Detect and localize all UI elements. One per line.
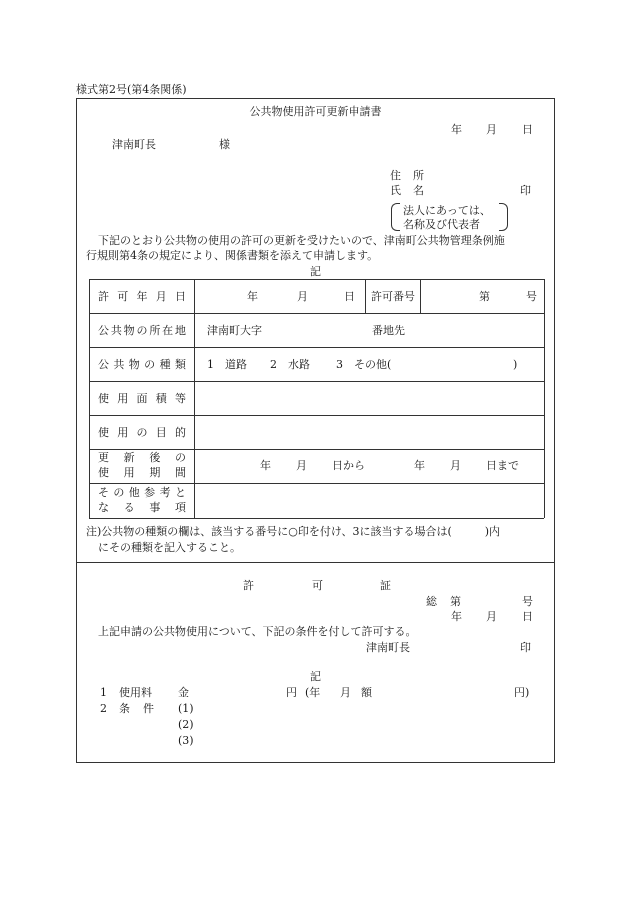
table-line-6 — [89, 483, 544, 484]
note-line-1: 注)公共物の種類の欄は、該当する番号に○印を付け、3に該当する場合は( )内 — [86, 525, 501, 538]
period-from-month: 月 — [296, 459, 307, 472]
period-to-month: 月 — [450, 459, 461, 472]
table-border-bottom — [89, 518, 544, 519]
permit-number-so: 総 — [426, 595, 437, 608]
permit-number-label: 許可番号 — [371, 290, 415, 303]
permit-seal: 印 — [520, 641, 531, 654]
other-label-line-2: な る 事 項 — [98, 501, 186, 514]
conditions-label-2: 件 — [143, 702, 154, 715]
conditions-label-1: 条 — [119, 702, 130, 715]
table-line-3 — [89, 381, 544, 382]
table-line-2 — [89, 347, 544, 348]
period-label-line-2: 使 用 期 間 — [98, 466, 186, 479]
condition-item-1: (1) — [178, 702, 194, 715]
fee-number: 1 — [100, 686, 107, 699]
form-label: 様式第2号(第4条関係) — [76, 83, 187, 96]
type-option-other-close: ) — [513, 358, 518, 371]
corporate-note-1: 法人にあっては、 — [403, 204, 491, 217]
table-border-right — [544, 279, 545, 518]
permit-title-2: 可 — [312, 579, 323, 592]
fee-en-close: 円) — [514, 686, 530, 699]
application-title: 公共物使用許可更新申請書 — [249, 105, 382, 118]
name-label-2: 名 — [413, 184, 424, 197]
address-label-1: 住 — [390, 169, 401, 182]
note-line-2: にその種類を記入すること。 — [98, 541, 241, 554]
fee-kin: 金 — [178, 686, 189, 699]
other-label-line-1: そ の 他 参 考 と — [98, 486, 186, 499]
period-from-day: 日から — [332, 459, 365, 472]
bracket-left — [391, 203, 400, 231]
condition-item-2: (2) — [178, 718, 194, 731]
applicant-seal: 印 — [520, 184, 531, 197]
period-label-line-1: 更 新 後 の — [98, 451, 186, 464]
fee-label: 使用料 — [119, 686, 152, 699]
table-line-5 — [89, 449, 544, 450]
type-option-road: 1 道路 — [207, 358, 247, 371]
location-label: 公 共 物 の 所 在 地 — [98, 324, 186, 337]
permit-date-year: 年 — [451, 610, 462, 623]
table-border-top — [89, 279, 544, 280]
permit-title-1: 許 — [243, 579, 254, 592]
application-date-year: 年 — [451, 123, 462, 136]
permit-body-text: 上記申請の公共物使用について、下記の条件を付して許可する。 — [98, 625, 417, 638]
permit-date-day: 日 — [344, 290, 355, 303]
condition-item-3: (3) — [178, 734, 194, 747]
corporate-note-2: 名称及び代表者 — [403, 218, 480, 231]
conditions-number: 2 — [100, 702, 107, 715]
permit-date-month: 月 — [486, 610, 497, 623]
location-prefix: 津南町大字 — [207, 324, 262, 337]
permit-number-prefix: 第 — [479, 290, 490, 303]
permit-date-year: 年 — [247, 290, 258, 303]
table-permit-divider-1 — [365, 279, 366, 313]
fee-annual-open: (年 — [305, 686, 321, 699]
permit-number-go: 号 — [522, 595, 533, 608]
permit-title-3: 証 — [380, 579, 391, 592]
permit-date-day: 日 — [522, 610, 533, 623]
fee-en: 円 — [286, 686, 297, 699]
table-label-divider — [194, 279, 195, 518]
section-divider — [76, 562, 555, 563]
purpose-label: 使 用 の 目 的 — [98, 426, 186, 439]
permit-date-label: 許 可 年 月 日 — [98, 290, 186, 303]
location-suffix: 番地先 — [372, 324, 405, 337]
permit-number-dai: 第 — [450, 595, 461, 608]
table-line-4 — [89, 415, 544, 416]
permit-number-suffix: 号 — [526, 290, 537, 303]
fee-gaku: 額 — [361, 686, 372, 699]
period-from-year: 年 — [260, 459, 271, 472]
application-date-day: 日 — [522, 123, 533, 136]
addressee-honorific: 様 — [219, 138, 230, 151]
addressee-name: 津南町長 — [112, 138, 156, 151]
application-ki: 記 — [310, 265, 321, 278]
fee-tsuki: 月 — [340, 686, 351, 699]
area-label: 使 用 面 積 等 — [98, 392, 186, 405]
table-border-left — [89, 279, 90, 518]
permit-date-month: 月 — [297, 290, 308, 303]
period-to-day: 日まで — [486, 459, 519, 472]
name-label-1: 氏 — [390, 184, 401, 197]
address-label-2: 所 — [413, 169, 424, 182]
type-label: 公 共 物 の 種 類 — [98, 358, 186, 371]
period-to-year: 年 — [414, 459, 425, 472]
table-permit-divider-2 — [420, 279, 421, 313]
body-text-line-1: 下記のとおり公共物の使用の許可の更新を受けたいので、津南町公共物管理条例施 — [98, 234, 505, 247]
type-option-waterway: 2 水路 — [270, 358, 310, 371]
table-line-1 — [89, 313, 544, 314]
permit-ki: 記 — [310, 670, 321, 683]
bracket-right — [499, 203, 508, 231]
permit-issuer: 津南町長 — [366, 641, 410, 654]
body-text-line-2: 行規則第4条の規定により、関係書類を添えて申請します。 — [86, 249, 379, 262]
type-option-other: 3 その他( — [336, 358, 392, 371]
application-date-month: 月 — [486, 123, 497, 136]
